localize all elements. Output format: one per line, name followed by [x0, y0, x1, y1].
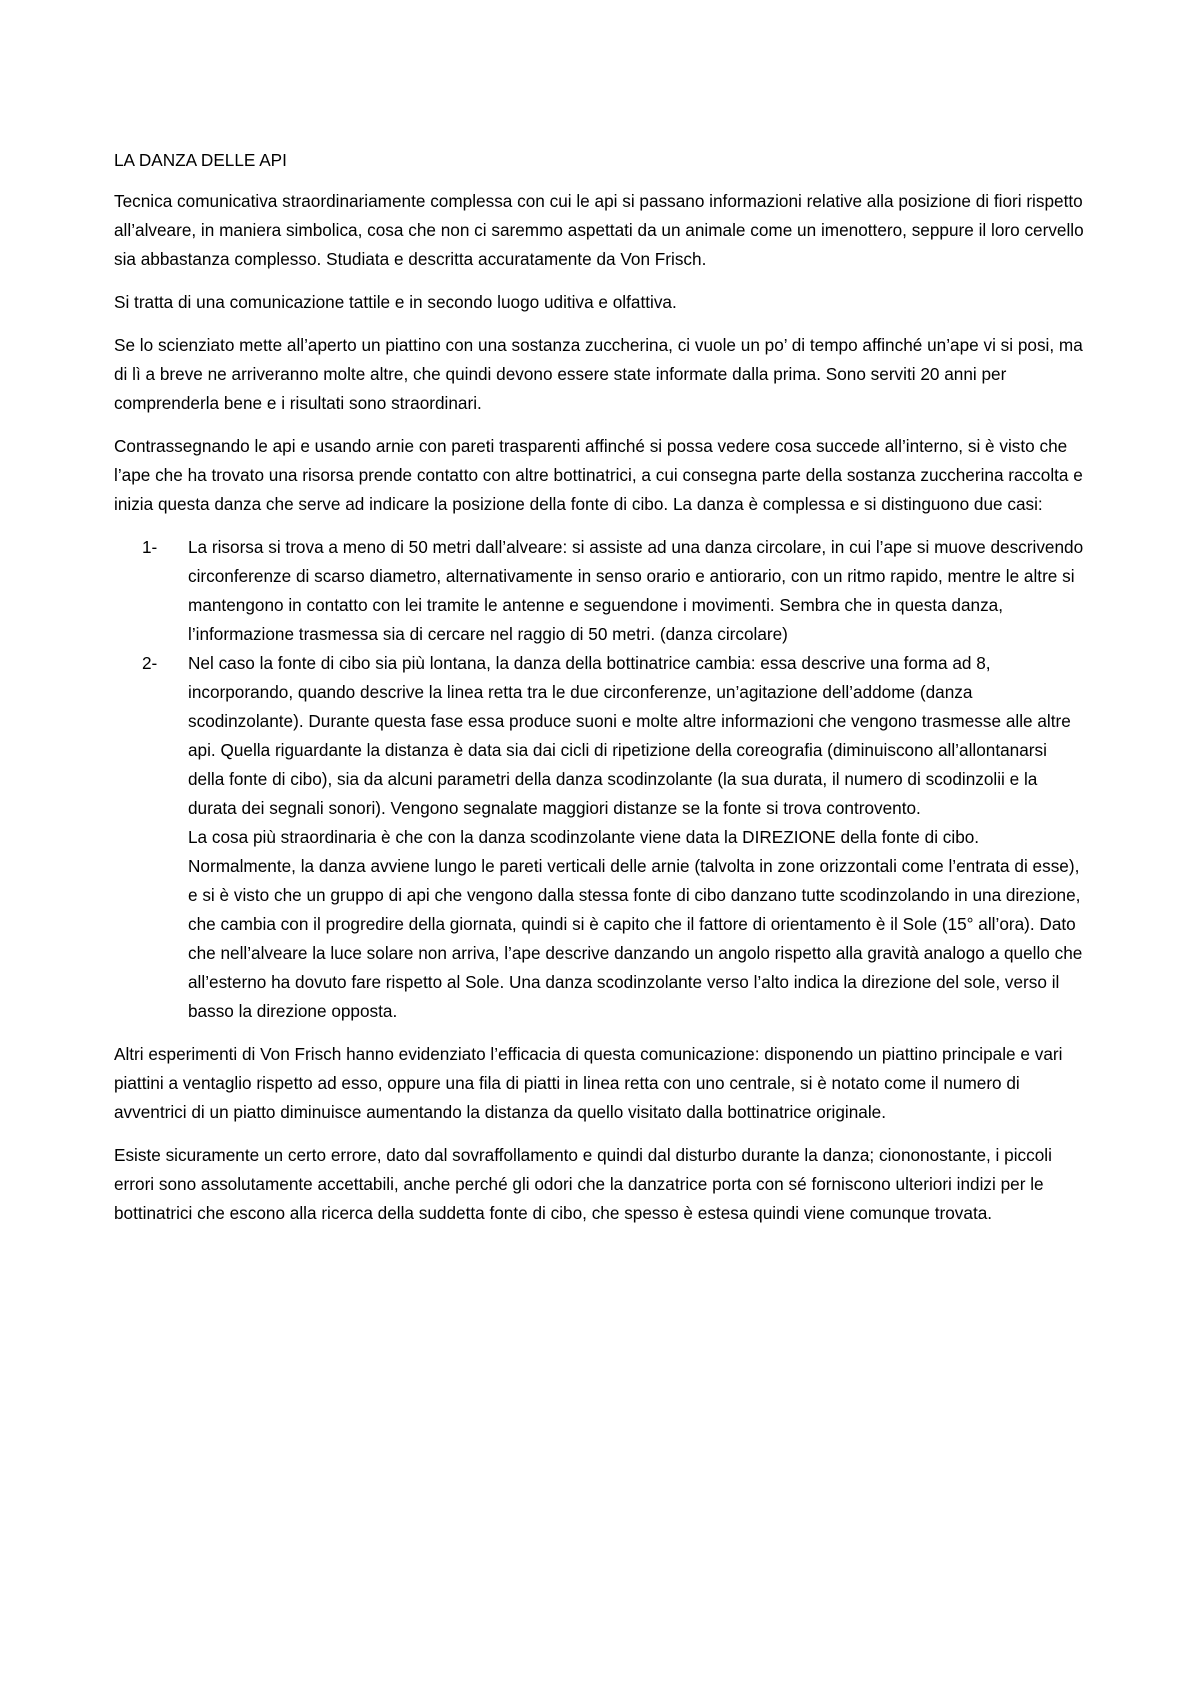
list-item	[114, 649, 1086, 1026]
list-item-text: La risorsa si trova a meno di 50 metri dall’alveare: si assiste ad una danza circolare, in cui l’ape si muove descrivendo circonferenze di scarso diametro, alternativamente in senso orario e antiorario, con un ritmo rapido, mentre le altre si mantengono in contatto con lei tramite le antenne e seguendone i movimenti. Sembra che in questa danza, l’informazione trasmessa sia di cercare nel raggio di 50 metri. (danza circolare)	[188, 537, 1084, 644]
paragraph-communication-type: Si tratta di una comunicazione tattile e in secondo luogo uditiva e olfattiva.	[114, 292, 677, 312]
list-item-continuation: La cosa più straordinaria è che con la danza scodinzolante viene data la DIREZIONE della fonte di cibo. Normalmente, la danza avviene lungo le pareti verticali delle arnie (talvolta in zone orizzontali come l’entrata di esse), e si è visto che un gruppo di api che vengono dalla stessa fonte di cibo danzano tutte scodinzolando in una direzione, che cambia con il progredire della giornata, quindi si è capito che il fattore di orientamento è il Sole (15° all’ora). Dato che nell’alveare la luce solare non arriva, l’ape descrive danzando un angolo rispetto alla gravità analogo a quello che all’esterno ha dovuto fare rispetto al Sole. Una danza scodinzolante verso l’alto indica la direzione del sole, verso il basso la direzione opposta.	[188, 827, 1083, 1021]
list-item	[114, 533, 1086, 649]
dance-cases-list	[114, 533, 1086, 1026]
list-item-text: Nel caso la fonte di cibo sia più lontana, la danza della bottinatrice cambia: essa descrive una forma ad 8, incorporando, quando descrive la linea retta tra le due circonferenze, un’agitazione dell’addome (danza scodinzolante). Durante questa fase essa produce suoni e molte altre informazioni che vengono trasmesse alle altre api. Quella riguardante la distanza è data sia dai cicli di ripetizione della coreografia (diminuiscono all’allontanarsi della fonte di cibo), sia da alcuni parametri della danza scodinzolante (la sua durata, il numero di scodinzolii e la durata dei segnali sonori). Vengono segnalate maggiori distanze se la fonte si trova controvento.	[188, 653, 1071, 818]
document-page	[114, 146, 1086, 1242]
paragraph-conclusion: Esiste sicuramente un certo errore, dato dal sovraffollamento e quindi dal disturbo durante la danza; ciononostante, i piccoli errori sono assolutamente accettabili, anche perché gli odori che la danzatrice porta con sé forniscono ulteriori indizi per le bottinatrici che escono alla ricerca della suddetta fonte di cibo, che spesso è estesa quindi viene comunque trovata.	[114, 1145, 1052, 1223]
paragraph-observation: Contrassegnando le api e usando arnie con pareti trasparenti affinché si possa vedere cosa succede all’interno, si è visto che l’ape che ha trovato una risorsa prende contatto con altre bottinatrici, a cui consegna parte della sostanza zuccherina raccolta e inizia questa danza che serve ad indicare la posizione della fonte di cibo. La danza è complessa e si distinguono due casi:	[114, 436, 1083, 514]
list-marker: 1-	[142, 537, 158, 557]
paragraph-intro: Tecnica comunicativa straordinariamente complessa con cui le api si passano informazioni relative alla posizione di fiori rispetto all’alveare, in maniera simbolica, cosa che non ci saremmo aspettati da un animale come un imenottero, seppure il loro cervello sia abbastanza complesso. Studiata e descritta accuratamente da Von Frisch.	[114, 191, 1084, 269]
list-marker: 2-	[142, 653, 158, 673]
paragraph-further-experiments: Altri esperimenti di Von Frisch hanno evidenziato l’efficacia di questa comunicazione: disponendo un piattino principale e vari piattini a ventaglio rispetto ad esso, oppure una fila di piatti in linea retta con uno centrale, si è notato come il numero di avventrici di un piatto diminuisce aumentando la distanza da quello visitato dalla bottinatrice originale.	[114, 1044, 1063, 1122]
paragraph-experiment: Se lo scienziato mette all’aperto un piattino con una sostanza zuccherina, ci vuole un po’ di tempo affinché un’ape vi si posi, ma di lì a breve ne arriveranno molte altre, che quindi devono essere state informate dalla prima. Sono serviti 20 anni per comprenderla bene e i risultati sono straordinari.	[114, 335, 1083, 413]
document-title: LA DANZA DELLE API	[114, 150, 287, 170]
